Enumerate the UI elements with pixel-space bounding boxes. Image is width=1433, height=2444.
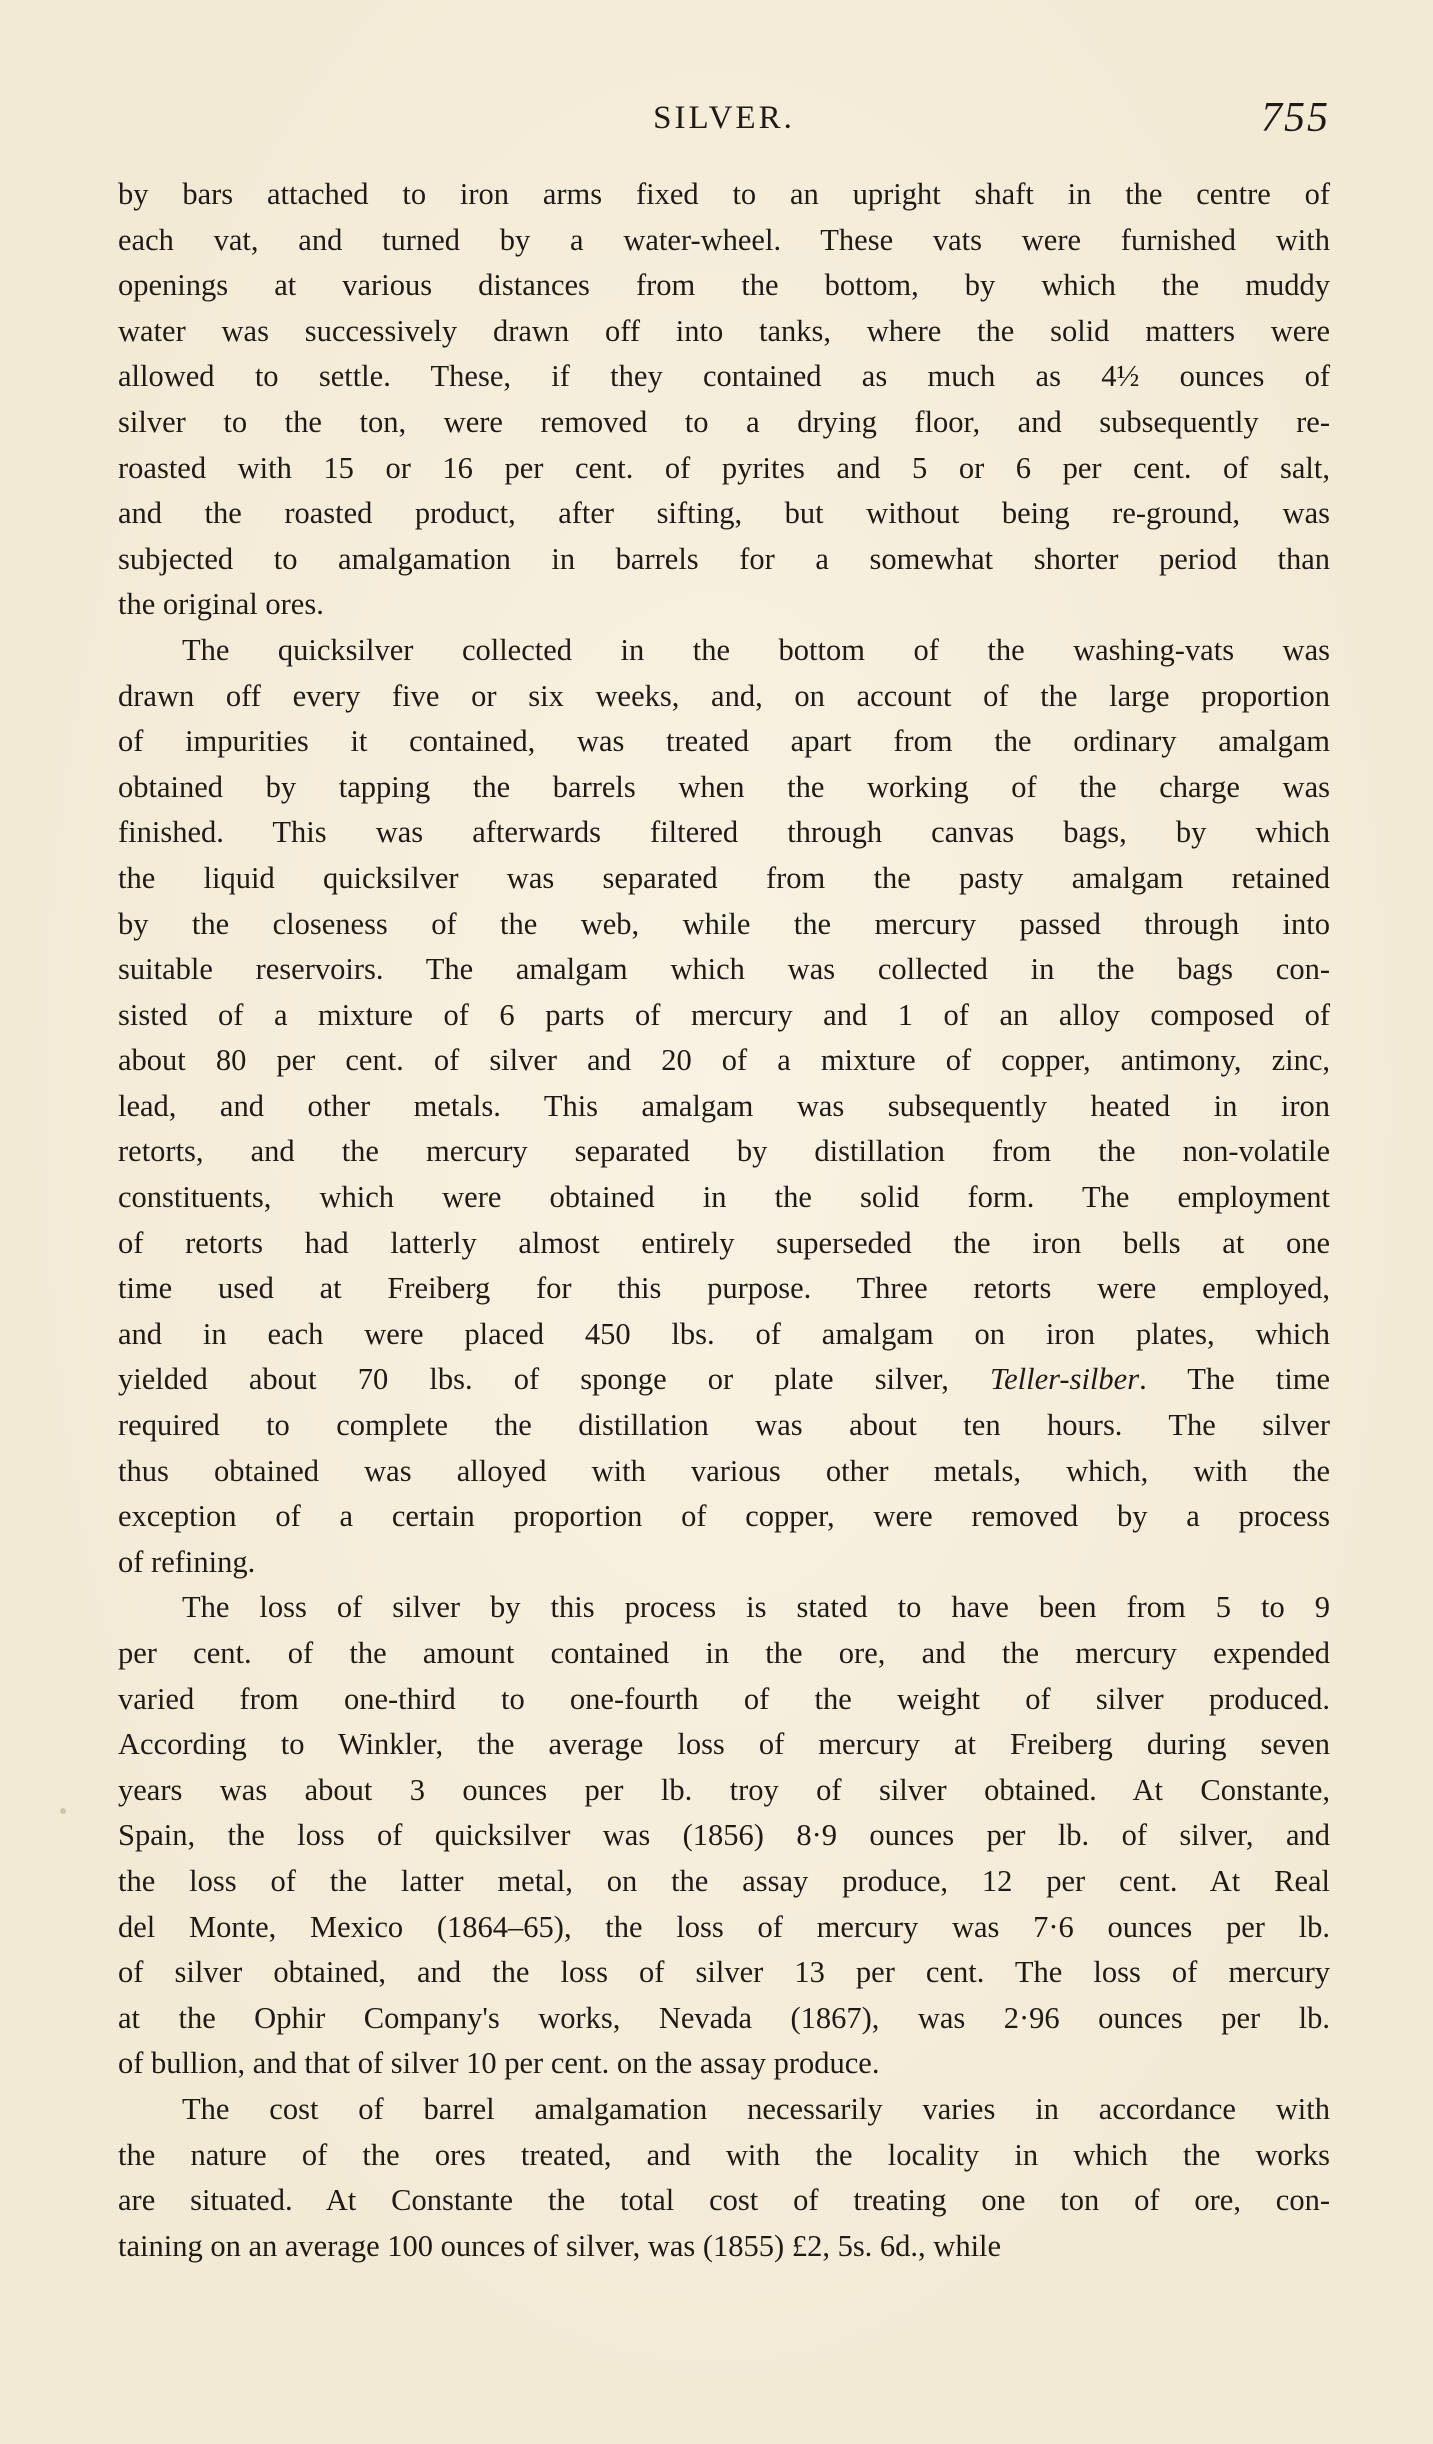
- running-head-title: SILVER.: [653, 100, 795, 136]
- text-line: drawn off every five or six weeks, and, on account of the large proportion: [118, 678, 1330, 713]
- text-line: of retorts had latterly almost entirely superseded the iron bells at one: [118, 1225, 1330, 1260]
- text-line: sisted of a mixture of 6 parts of mercury and 1 of an alloy composed of: [118, 997, 1330, 1032]
- paragraph: [118, 2087, 1330, 2269]
- page-number: 755: [1261, 95, 1330, 141]
- text-line: the liquid quicksilver was separated from the pasty amalgam retained: [118, 860, 1330, 895]
- text-line: by the closeness of the web, while the mercury passed through into: [118, 906, 1330, 941]
- text-line: per cent. of the amount contained in the ore, and the mercury expended: [118, 1636, 1330, 1670]
- text-line: years was about 3 ounces per lb. troy of silver obtained. At Constante,: [118, 1772, 1330, 1807]
- text-line: of impurities it contained, was treated apart from the ordinary amalgam: [118, 724, 1330, 759]
- text-line: del Monte, Mexico (1864–65), the loss of mercury was 7·6 ounces per lb.: [118, 1909, 1330, 1944]
- paragraph: [118, 1585, 1330, 2087]
- text-line: allowed to settle. These, if they contained as much as 4½ ounces of: [118, 359, 1330, 394]
- text-line: silver to the ton, were removed to a drying floor, and subsequently re-: [118, 404, 1330, 439]
- text-line: The loss of silver by this process is stated to have been from 5 to 9: [182, 1590, 1330, 1625]
- text-line: The cost of barrel amalgamation necessarily varies in accordance with: [182, 2091, 1330, 2126]
- running-head: [118, 95, 1330, 142]
- paper-stain: [60, 1808, 66, 1814]
- text-line: of bullion, and that of silver 10 per cent. on the assay produce.: [118, 2046, 880, 2081]
- text-line: lead, and other metals. This amalgam was subsequently heated in iron: [118, 1088, 1330, 1123]
- text-line: According to Winkler, the average loss of mercury at Freiberg during seven: [118, 1727, 1330, 1762]
- text-line: exception of a certain proportion of copper, were removed by a process: [118, 1499, 1330, 1534]
- text-line: time used at Freiberg for this purpose. Three retorts were employed,: [118, 1271, 1330, 1306]
- text-line: Spain, the loss of quicksilver was (1856) 8·9 ounces per lb. of silver, and: [118, 1818, 1330, 1853]
- text-line: by bars attached to iron arms fixed to an upright shaft in the centre of: [118, 177, 1330, 211]
- text-line: suitable reservoirs. The amalgam which was collected in the bags con-: [118, 952, 1330, 987]
- text-line: obtained by tapping the barrels when the working of the charge was: [118, 769, 1330, 804]
- text-line: and the roasted product, after sifting, but without being re-ground, was: [118, 496, 1330, 531]
- text-line: and in each were placed 450 lbs. of amalgam on iron plates, which: [118, 1316, 1330, 1351]
- text-line: are situated. At Constante the total cost of treating one ton of ore, con-: [118, 2183, 1330, 2218]
- text-line: taining on an average 100 ounces of silver, was (1855) £2, 5s. 6d., while: [118, 2228, 1002, 2263]
- italic-term: Teller-silber: [989, 1362, 1140, 1397]
- text-line: varied from one-third to one-fourth of the weight of silver produced.: [118, 1681, 1330, 1716]
- paragraph: [118, 628, 1330, 1585]
- text-line: each vat, and turned by a water-wheel. These vats were furnished with: [118, 222, 1330, 257]
- body-text: [118, 172, 1330, 2269]
- text-line: The quicksilver collected in the bottom of the washing-vats was: [182, 632, 1330, 667]
- text-line: yielded about 70 lbs. of sponge or plate silver, Teller-silber. The time: [118, 1362, 1330, 1397]
- text-line: required to complete the distillation was about ten hours. The silver: [118, 1408, 1330, 1443]
- paragraph: [118, 172, 1330, 628]
- text-line: the nature of the ores treated, and with the locality in which the works: [118, 2137, 1330, 2172]
- text-line: water was successively drawn off into tanks, where the solid matters were: [118, 313, 1330, 348]
- text-line: the original ores.: [118, 587, 324, 622]
- text-line: subjected to amalgamation in barrels for a somewhat shorter period than: [118, 541, 1330, 576]
- text-line: about 80 per cent. of silver and 20 of a mixture of copper, antimony, zinc,: [118, 1043, 1330, 1078]
- text-line: roasted with 15 or 16 per cent. of pyrites and 5 or 6 per cent. of salt,: [118, 450, 1330, 485]
- text-line: constituents, which were obtained in the solid form. The employment: [118, 1180, 1330, 1215]
- text-line: of refining.: [118, 1544, 256, 1579]
- text-line: thus obtained was alloyed with various other metals, which, with the: [118, 1453, 1330, 1488]
- text-line: openings at various distances from the bottom, by which the muddy: [118, 268, 1330, 303]
- text-line: finished. This was afterwards filtered through canvas bags, by which: [118, 815, 1330, 850]
- text-line: at the Ophir Company's works, Nevada (1867), was 2·96 ounces per lb.: [118, 2000, 1330, 2035]
- text-line: of silver obtained, and the loss of silver 13 per cent. The loss of mercury: [118, 1955, 1330, 1990]
- text-line: retorts, and the mercury separated by distillation from the non-volatile: [118, 1134, 1330, 1169]
- text-line: the loss of the latter metal, on the assay produce, 12 per cent. At Real: [118, 1863, 1330, 1898]
